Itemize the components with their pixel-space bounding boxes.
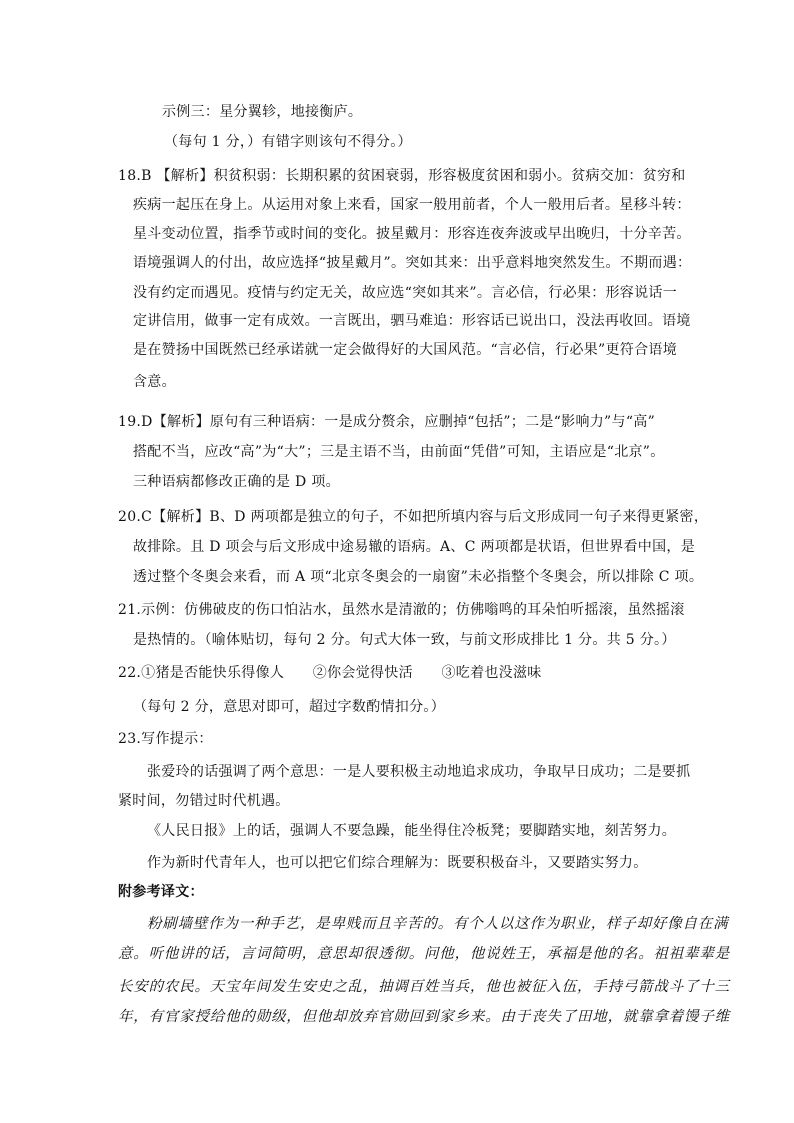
text-line: 《人民日报》上的话，强调人不要急躁，能坐得住冷板凳；要脚踏实地，刻苦努力。	[147, 823, 677, 839]
text-line: （每句 1 分，）有错字则该句不得分。）	[164, 134, 412, 150]
text-line: 没有约定而遇见。疫情与约定无关，故应选“突如其来”。言必信，行必果：形容说话一	[133, 285, 678, 301]
translation-line: 意。听他讲的话，言词简明，意思却很透彻。问他，他说姓王，承福是他的名。祖祖辈辈是	[118, 946, 730, 962]
text-line: 搭配不当，应改“高”为“大”；三是主语不当，由前面“凭借”可知，主语应是“北京”。	[133, 444, 665, 460]
text-line: 张爱玲的话强调了两个意思：一是人要积极主动地追求成功，争取早日成功；二是要抓	[147, 764, 691, 780]
answer-18-line: 18.B 【解析】积贫积弱：长期积累的贫困衰弱，形容极度贫困和弱小。贫病交加：贫穷和	[118, 168, 686, 184]
text-line: 作为新时代青年人，也可以把它们综合理解为：既要积极奋斗，又要踏实努力。	[147, 855, 648, 871]
answer-23-line: 23.写作提示：	[118, 731, 213, 747]
text-line: 示例三：星分翼轸，地接衡庐。	[162, 104, 363, 120]
translation-line: 粉刷墙壁作为一种手艺，是卑贱而且辛苦的。有个人以这作为职业，样子却好像自在满	[147, 916, 729, 932]
text-line: 含意。	[133, 374, 176, 390]
text-line: 三种语病都修改正确的是 D 项。	[133, 474, 340, 490]
answer-22-line: 22.①猪是否能快乐得像人 ②你会觉得快活 ③吃着也没滋味	[118, 665, 542, 681]
answer-20-line: 20.C【解析】B、D 两项都是独立的句子，不如把所填内容与后文形成同一句子来得更紧密，	[118, 509, 709, 525]
text-line: 定讲信用，做事一定有成效。一言既出，驷马难追：形容话已说出口，没法再收回。语境	[133, 313, 691, 329]
text-line: 是热情的。（喻体贴切，每句 2 分。句式大体一致，与前文形成排比 1 分。共 5 分。）	[133, 632, 676, 648]
answer-21-line: 21.示例：仿佛破皮的伤口怕沾水，虽然水是清澈的；仿佛嗡鸣的耳朵怕听摇滚，虽然摇滚	[118, 602, 685, 618]
text-line: 疾病一起压在身上。从运用对象上来看，国家一般用前者，个人一般用后者。星移斗转：	[133, 197, 691, 213]
text-line: 紧时间，勿错过时代机遇。	[118, 793, 290, 809]
text-line: 是在赞扬中国既然已经承诺就一定会做得好的大国风范。“言必信，行必果”更符合语境	[133, 342, 678, 358]
translation-line: 年，有官家授给他的勋级，但他却放弃官勋回到家乡来。由于丧失了田地，就靠拿着馒子维	[118, 1009, 730, 1025]
answer-19-line: 19.D【解析】原句有三种语病：一是成分赘余，应删掉“包括”；二是“影响力”与“高”	[118, 414, 656, 430]
text-line: 星斗变动位置，指季节或时间的变化。披星戴月：形容连夜奔波或早出晚归，十分辛苦。	[133, 226, 691, 242]
text-line: 语境强调人的付出，故应选择“披星戴月”。突如其来：出乎意料地突然发生。不期而遇：	[133, 255, 692, 271]
reference-translation-heading: 附参考译文：	[118, 884, 204, 900]
text-line: （每句 2 分，意思对即可，超过字数酌情扣分。）	[133, 699, 446, 715]
text-line: 故排除。且 D 项会与后文形成中途易辙的语病。A、C 两项都是状语，但世界看中国，是	[133, 539, 695, 555]
text-line: 透过整个冬奥会来看，而 A 项“北京冬奥会的一扇窗”未必指整个冬奥会，所以排除 C 项。	[133, 569, 704, 585]
translation-line: 长安的农民。天宝年间发生安史之乱，抽调百姓当兵，他也被征入伍，手持弓箭战斗了十三	[118, 979, 730, 995]
